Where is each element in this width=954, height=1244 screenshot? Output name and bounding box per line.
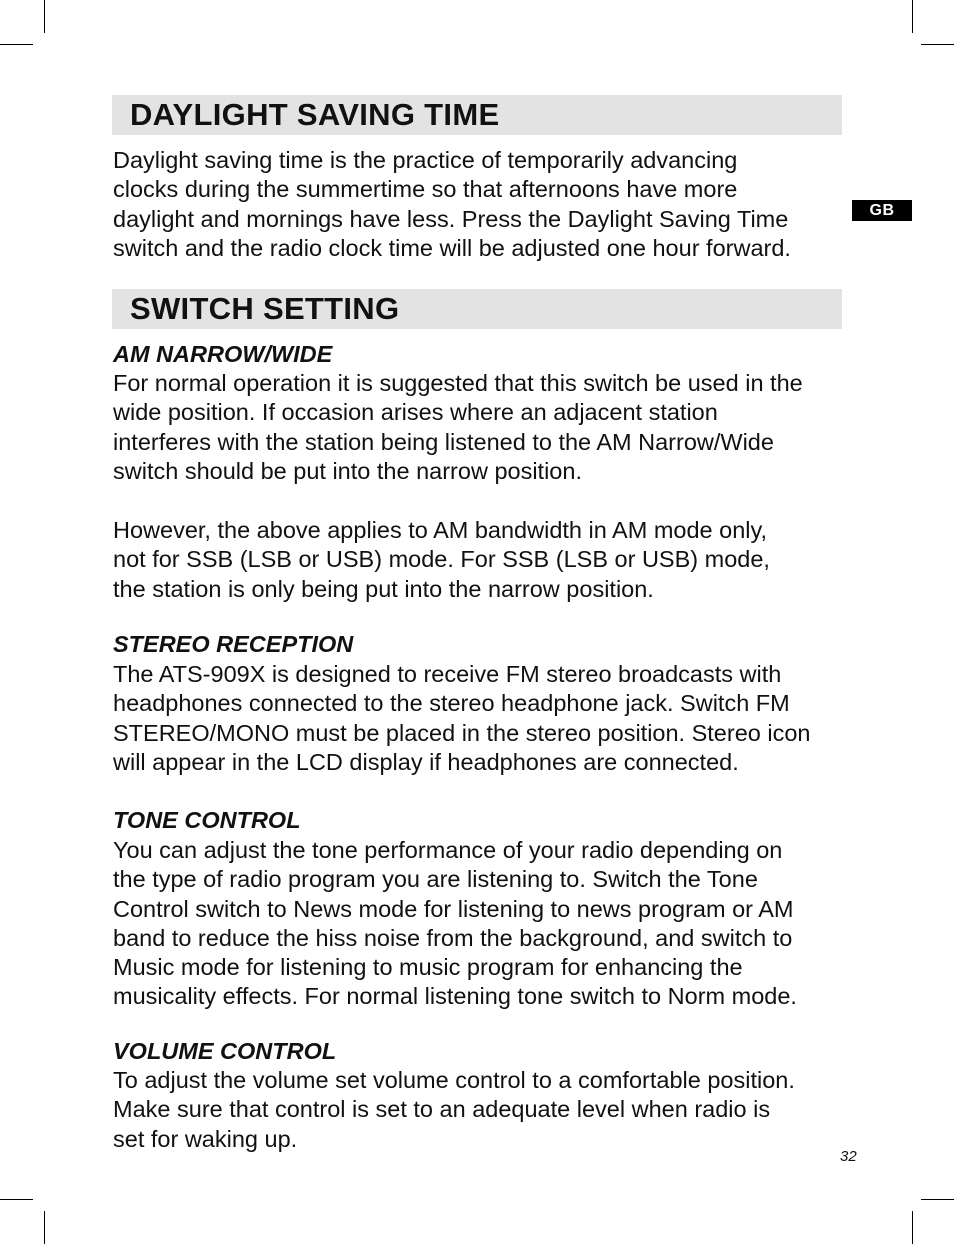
text-line: The ATS-909X is designed to receive FM stereo broadcasts with (113, 661, 782, 687)
crop-mark (912, 0, 913, 33)
subsection-heading: VOLUME CONTROL (113, 1038, 337, 1064)
crop-mark (0, 44, 33, 45)
text-line: STEREO/MONO must be placed in the stereo position. Stereo icon (113, 719, 811, 746)
text-line: set for waking up. (113, 1125, 298, 1152)
text-line: You can adjust the tone performance of your radio depending on (113, 837, 783, 863)
section-title: DAYLIGHT SAVING TIME (130, 97, 500, 132)
text-line: switch and the radio clock time will be adjusted one hour forward. (113, 234, 791, 261)
text-line: However, the above applies to AM bandwidth in AM mode only, (113, 517, 768, 543)
text-line: interferes with the station being listened to the AM Narrow/Wide (113, 428, 774, 455)
text-line: Daylight saving time is the practice of temporarily advancing (113, 147, 738, 173)
paragraph (113, 836, 848, 1012)
paragraph (113, 1066, 848, 1154)
crop-mark (921, 44, 954, 45)
crop-mark (912, 1211, 913, 1244)
paragraph (113, 516, 848, 604)
section-header (112, 289, 842, 329)
page-number: 32 (840, 1148, 857, 1165)
subsection-heading: STEREO RECEPTION (113, 631, 354, 657)
text-line: Make sure that control is set to an adequate level when radio is (113, 1096, 771, 1123)
text-line: not for SSB (LSB or USB) mode. For SSB (LSB or USB) mode, (113, 546, 770, 573)
section-title: SWITCH SETTING (130, 291, 400, 326)
text-line: Control switch to News mode for listening to news program or AM (113, 895, 794, 922)
text-line: clocks during the summertime so that afternoons have more (113, 176, 738, 203)
paragraph (113, 369, 848, 486)
text-line: To adjust the volume set volume control to a comfortable position. (113, 1067, 795, 1093)
text-line: wide position. If occasion arises where an adjacent station (113, 399, 718, 426)
crop-mark (0, 1199, 33, 1200)
text-line: For normal operation it is suggested that this switch be used in the (113, 370, 803, 396)
subsection-heading: TONE CONTROL (113, 807, 301, 833)
section-header (112, 95, 842, 135)
text-line: headphones connected to the stereo headphone jack. Switch FM (113, 690, 790, 717)
text-line: daylight and mornings have less. Press the Daylight Saving Time (113, 205, 789, 232)
crop-mark (44, 0, 45, 33)
text-line: Music mode for listening to music program for enhancing the (113, 954, 743, 981)
paragraph (113, 146, 848, 263)
subsection-heading: AM NARROW/WIDE (113, 341, 333, 367)
text-line: the station is only being put into the narrow position. (113, 575, 654, 602)
language-tab: GB (852, 200, 912, 221)
text-line: will appear in the LCD display if headphones are connected. (113, 748, 739, 775)
paragraph (113, 660, 848, 777)
text-line: switch should be put into the narrow position. (113, 457, 582, 484)
crop-mark (921, 1199, 954, 1200)
text-line: musicality effects. For normal listening tone switch to Norm mode. (113, 983, 797, 1010)
text-line: the type of radio program you are listening to. Switch the Tone (113, 866, 758, 893)
crop-mark (44, 1211, 45, 1244)
text-line: band to reduce the hiss noise from the background, and switch to (113, 924, 793, 951)
